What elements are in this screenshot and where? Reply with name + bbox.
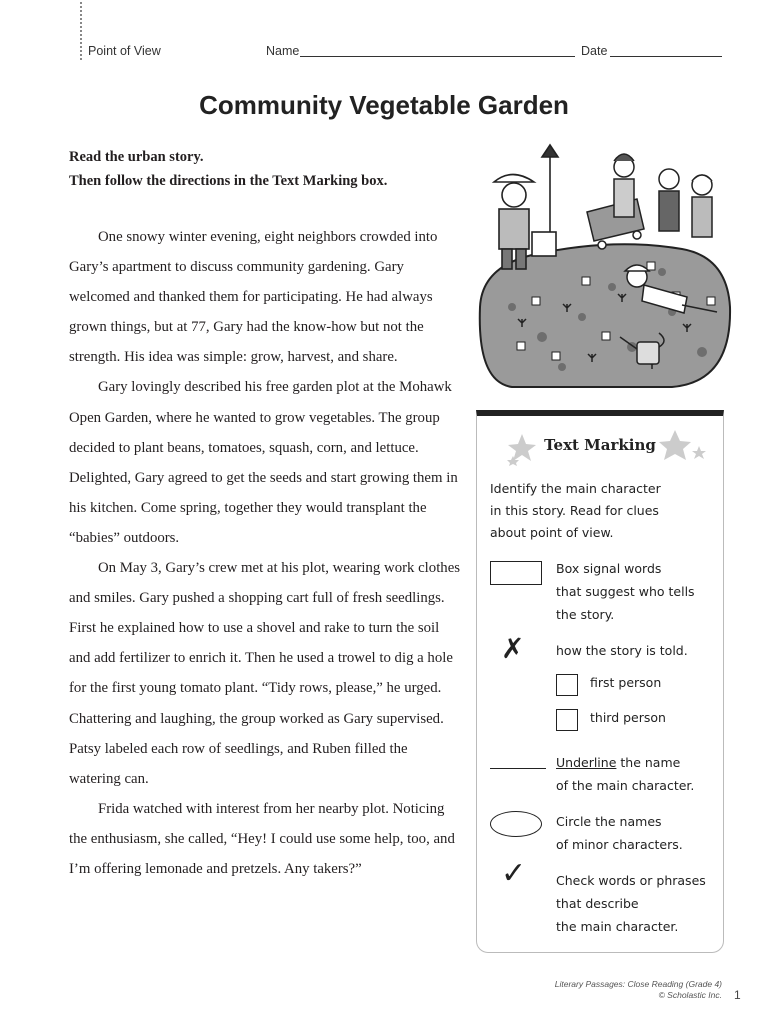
circle-symbol-icon [490,811,542,837]
first-person-label: first person [590,675,662,690]
story-paragraph: On May 3, Gary’s crew met at his plot, wearing work clothes and smiles. Gary pushed a shopping cart full of fresh seedlings. First he explained how to use a shovel and rake to turn the soil and add fertilizer to enrich it. Then he used a trowel to dig a hole for the first young tomato plant. “Tidy rows, please,” he urged. Chattering and laughing, the group worked as Gary supervised. Patsy labeled each row of seedlings, and Ruben filled the watering can. [69,560,461,787]
text-marking-box [476,410,724,953]
box-instruction [556,557,695,626]
footer-copyright: © Scholastic Inc. [658,990,722,1000]
story-paragraph: Frida watched with interest from her nearby plot. Noticing the enthusiasm, she called, “Hey! I could use some help, too, and I’m offering lemonade and pretzels. Any takers?” [69,800,455,877]
third-person-checkbox[interactable] [556,709,578,731]
circle-line: of minor characters. [556,837,683,852]
date-label: Date [581,44,608,58]
garden-illustration [472,137,734,399]
check-line: Check words or phrases [556,873,706,888]
text-marking-intro [490,478,661,544]
text-marking-title: Text Marking [544,436,656,454]
name-label: Name [266,44,300,58]
story-paragraph: One snowy winter evening, eight neighbors crowded into Gary’s apartment to discuss community gardening. Gary welcomed and thanked them for participating. He had always grown things, but at 77, Gary had the know-how but not the strength. His idea was simple: grow, harvest, and share. [69,229,438,366]
box-line: Box signal words [556,561,662,576]
x-mark-icon: ✗ [501,632,525,665]
intro-line: about point of view. [490,525,614,540]
topic-label: Point of View [88,44,161,58]
underline-symbol-icon [490,768,546,769]
instruction-line-2: Then follow the directions in the Text Marking box. [69,173,388,189]
underline-line: of the main character. [556,778,695,793]
x-mark-instruction: how the story is told. [556,643,688,658]
underline-word: Underline [556,755,617,770]
third-person-label: third person [590,710,666,725]
check-instruction [556,869,706,938]
check-line: the main character. [556,919,679,934]
circle-line: Circle the names [556,814,662,829]
checkmark-icon: ✓ [501,856,527,891]
underline-instruction [556,751,694,797]
page-number: 1 [734,988,741,1002]
instruction-line-1: Read the urban story. [69,149,204,165]
name-field[interactable] [300,56,575,57]
footer-book-title: Literary Passages: Close Reading (Grade 4) [554,979,722,989]
check-line: that describe [556,896,639,911]
box-line: the story. [556,607,615,622]
story-paragraph: Gary lovingly described his free garden plot at the Mohawk Open Garden, where he wanted to grow vegetables. The group decided to plant beans, tomatoes, squash, corn, and lettuce. Delighted, Gary agreed to get the seeds and start growing them in his kitchen. Come spring, together they would transplant the “babies” outdoors. [69,379,458,546]
box-line: that suggest who tells [556,584,695,599]
underline-rest: the name [616,755,681,770]
footer-credit [555,979,722,1001]
box-symbol-icon [490,561,542,585]
circle-instruction [556,810,683,856]
date-field[interactable] [610,56,722,57]
intro-line: in this story. Read for clues [490,503,659,518]
cut-line [80,2,82,60]
intro-line: Identify the main character [490,481,661,496]
story-text [69,222,461,884]
first-person-checkbox[interactable] [556,674,578,696]
page-title: Community Vegetable Garden [199,90,569,120]
